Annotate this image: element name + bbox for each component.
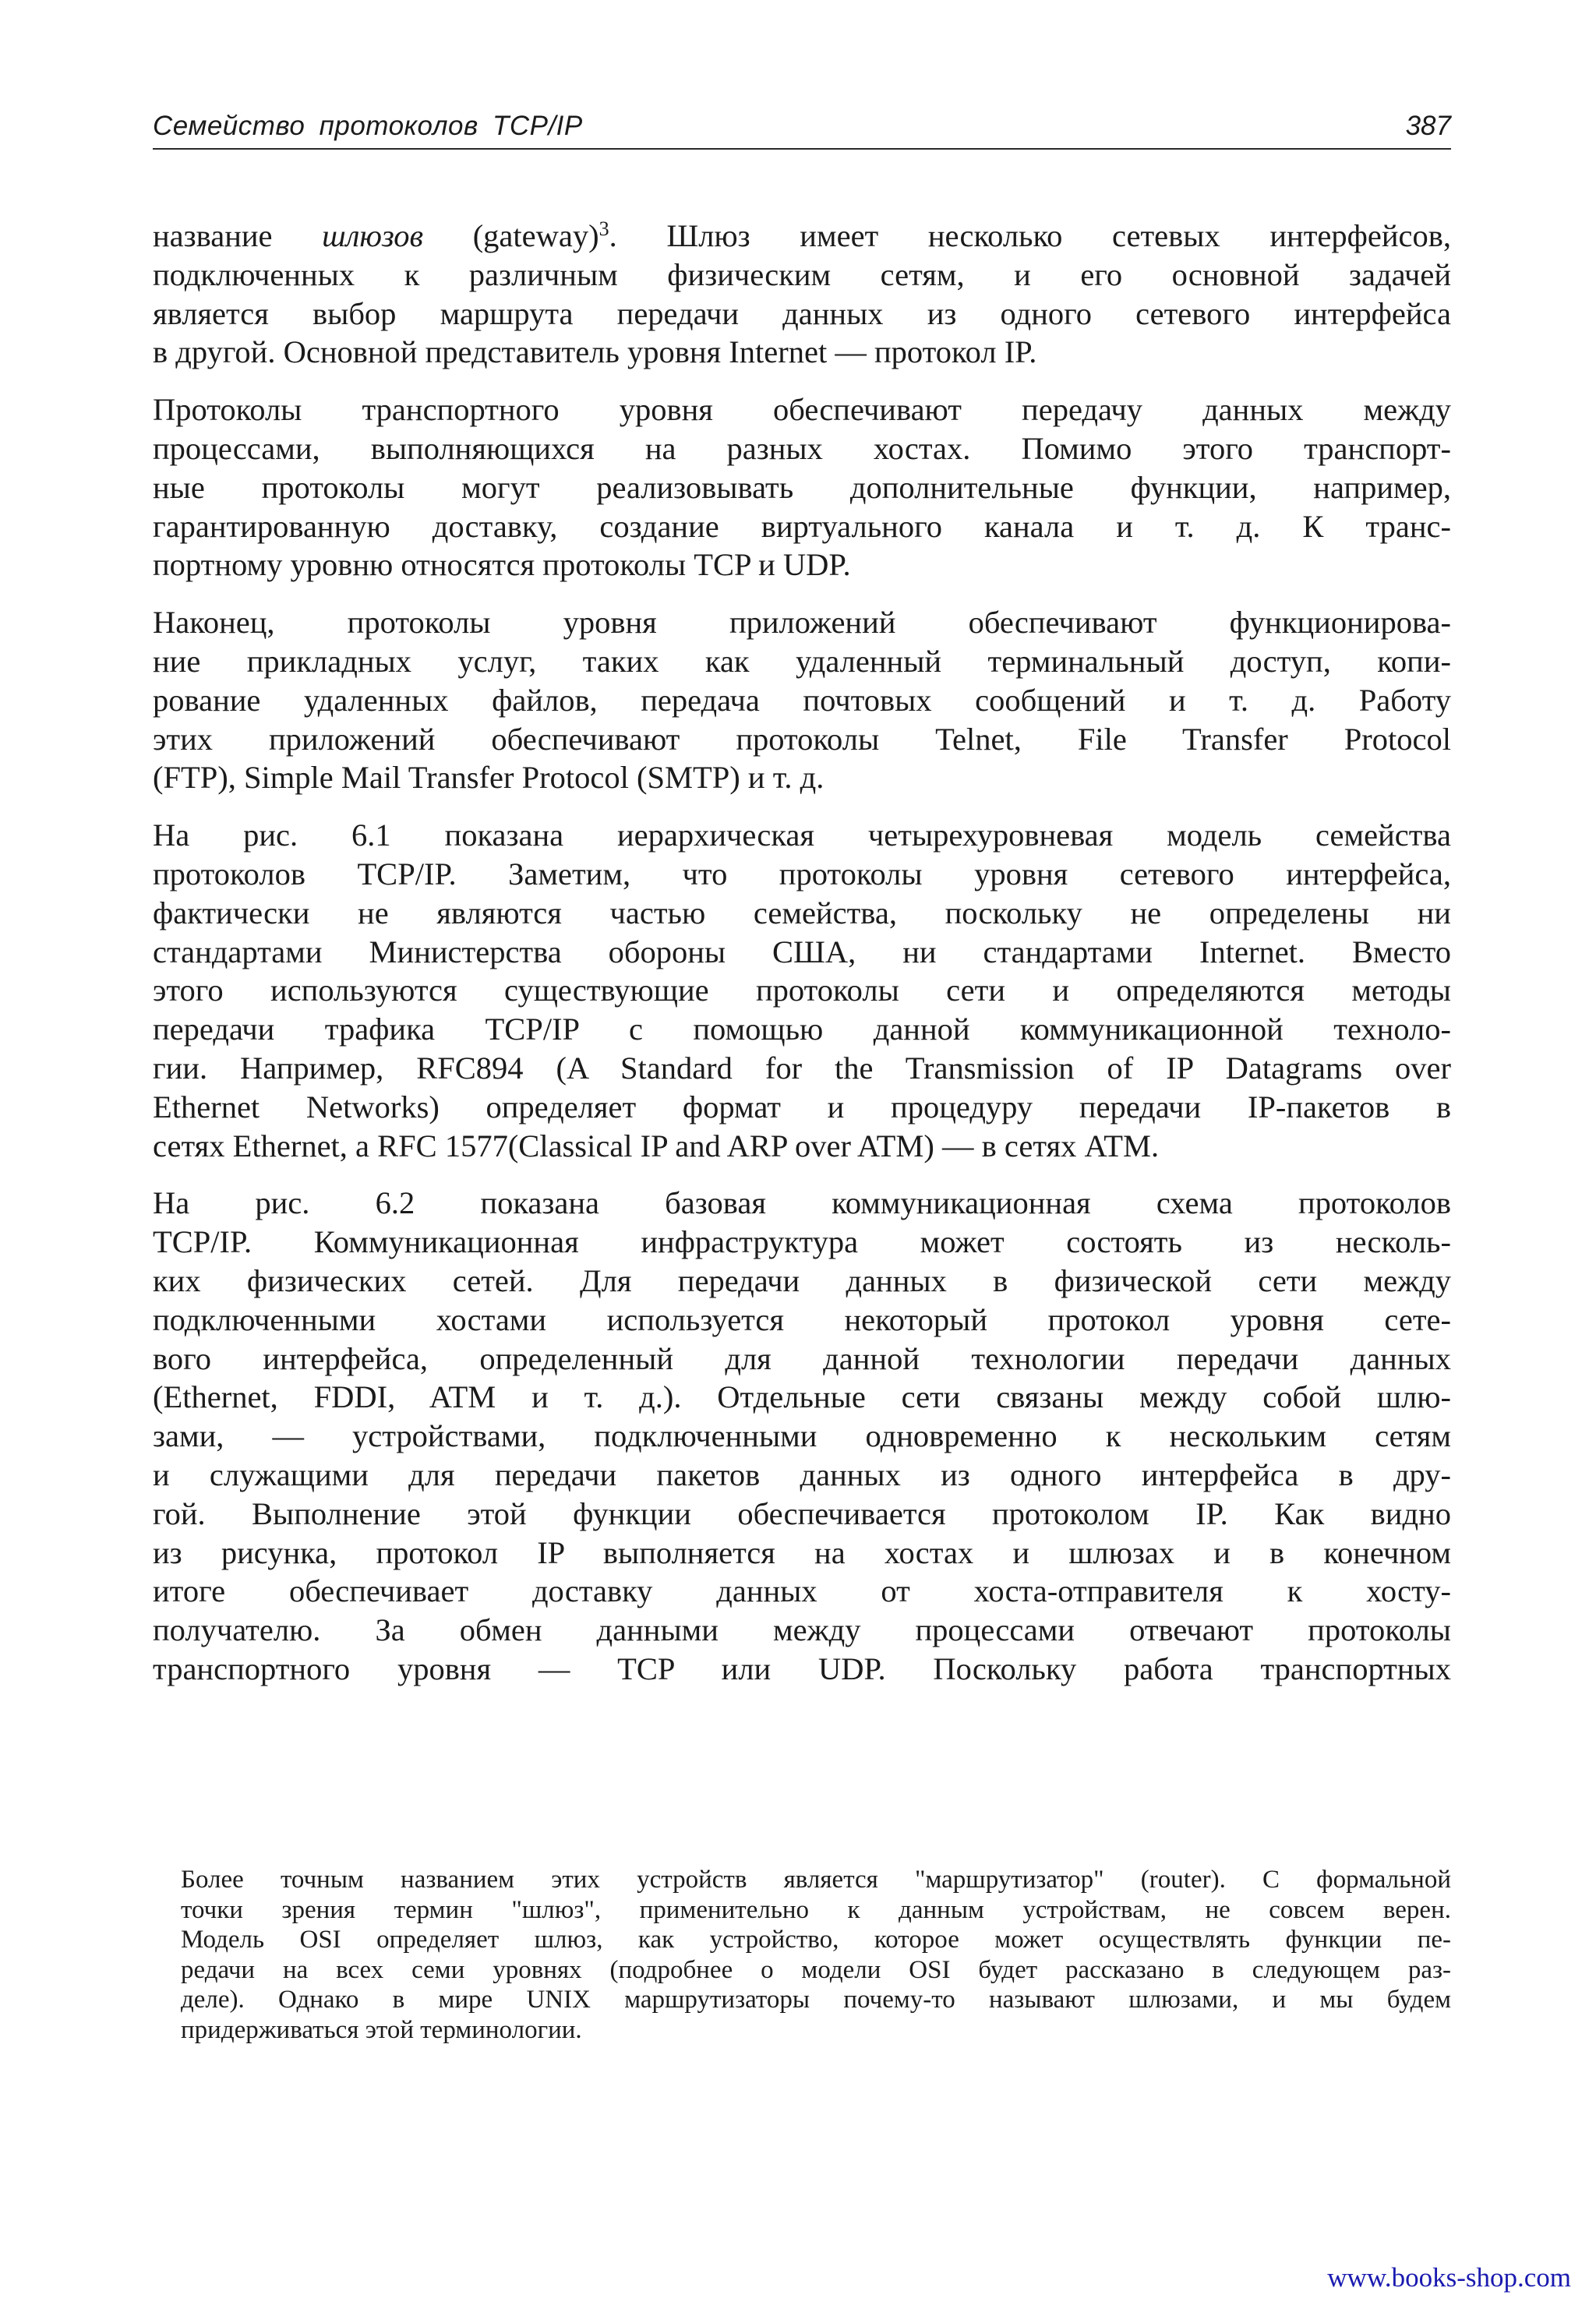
text-line: зами, — устройствами, подключенными одновременно к нескольким сетям — [153, 1418, 1451, 1454]
main-text — [153, 217, 1451, 1707]
text-line: сетях Ethernet, а RFC 1577(Classical IP and ARP over ATM) — в сетях ATM. — [153, 1128, 1160, 1163]
text-line: итоге обеспечивает доставку данных от хоста-отправителя к хосту- — [153, 1573, 1451, 1609]
running-header — [153, 108, 1451, 150]
text-line: гии. Например, RFC894 (A Standard for the Transmission of IP Datagrams over — [153, 1050, 1451, 1086]
text-line: Наконец, протоколы уровня приложений обеспечивают функционирова- — [153, 605, 1451, 641]
text-line: ние прикладных услуг, таких как удаленный терминальный доступ, копи- — [153, 643, 1451, 679]
text-line: протоколов TCP/IP. Заметим, что протоколы уровня сетевого интерфейса, — [153, 856, 1451, 891]
text-line: из рисунка, протокол IP выполняется на хостах и шлюзах и в конечном — [153, 1534, 1451, 1570]
text-line: этих приложений обеспечивают протоколы Telnet, File Transfer Protocol — [153, 721, 1451, 757]
chapter-title: Семейство протоколов TCP/IP — [153, 111, 583, 141]
text-line: этого используются существующие протоколы сети и определяются методы — [153, 973, 1451, 1008]
text-line: подключенными хостами используется некоторый протокол уровня сете- — [153, 1301, 1451, 1337]
paragraph — [153, 816, 1451, 1165]
text-line: получателю. За обмен данными между процессами отвечают протоколы — [153, 1612, 1451, 1648]
text-line: На рис. 6.1 показана иерархическая четырехуровневая модель семейства — [153, 817, 1451, 853]
footnote-line: придерживаться этой терминологии. — [181, 2015, 582, 2044]
text-line: Ethernet Networks) определяет формат и процедуру передачи IP-пакетов в — [153, 1089, 1451, 1125]
text-line: гой. Выполнение этой функции обеспечивается протоколом IP. Как видно — [153, 1495, 1451, 1531]
text-line: стандартами Министерства обороны США, ни стандартами Internet. Вместо — [153, 934, 1451, 969]
footnote-line: точки зрения термин "шлюз", применительно к данным устройствам, не совсем верен. — [181, 1895, 1451, 1924]
text-line: На рис. 6.2 показана базовая коммуникационная схема протоколов — [153, 1185, 1451, 1221]
text-line: является выбор маршрута передачи данных из одного сетевого интерфейса — [153, 295, 1451, 331]
text-line: Протоколы транспортного уровня обеспечивают передачу данных между — [153, 392, 1451, 428]
text-line: процессами, выполняющихся на разных хостах. Помимо этого транспорт- — [153, 430, 1451, 466]
emphasis-term: шлюзов — [322, 218, 424, 253]
text-line: TCP/IP. Коммуникационная инфраструктура может состоять из несколь- — [153, 1224, 1451, 1260]
text-line: ные протоколы могут реализовывать дополнительные функции, например, — [153, 469, 1451, 505]
text-line: передачи трафика TCP/IP с помощью данной коммуникационной техноло- — [153, 1012, 1451, 1047]
footnote-line: Более точным названием этих устройств является "маршрутизатор" (router). С формальной — [181, 1866, 1451, 1894]
text-line: (Ethernet, FDDI, ATM и т. д.). Отдельные сети связаны между собой шлю- — [153, 1379, 1451, 1415]
text-line: портному уровню относятся протоколы TCP и UDP. — [153, 547, 851, 583]
paragraph — [153, 390, 1451, 584]
text-line: гарантированную доставку, создание виртуального канала и т. д. К транс- — [153, 508, 1451, 544]
paragraph — [153, 217, 1451, 372]
text-line: (FTP), Simple Mail Transfer Protocol (SMTP) и т. д. — [153, 760, 824, 796]
text-line: название шлюзов (gateway)$^3$. Шлюз имеет несколько сетевых интерфейсов, — [153, 217, 1451, 253]
page-number: 387 — [1405, 111, 1451, 141]
text-line: подключенных к различным физическим сетям, и его основной задачей — [153, 256, 1451, 292]
footnote-line: деле). Однако в мире UNIX маршрутизаторы почему-то называют шлюзами, и мы будем — [181, 1986, 1451, 2014]
footnote-marker: 3 — [598, 217, 609, 240]
footnote-line: редачи на всех семи уровнях (подробнее о модели OSI будет рассказано в следующем раз- — [181, 1955, 1451, 1984]
paragraph — [153, 1184, 1451, 1688]
text-line: транспортного уровня — TCP или UDP. Поскольку работа транспортных — [153, 1651, 1451, 1686]
text-line: фактически не являются частью семейства, поскольку не определены ни — [153, 895, 1451, 930]
text-line: ких физических сетей. Для передачи данных в физической сети между — [153, 1262, 1451, 1298]
paragraph — [153, 603, 1451, 797]
text-line: в другой. Основной представитель уровня Internet — протокол IP. — [153, 334, 1037, 370]
website-link[interactable]: www.books-shop.com — [1327, 2262, 1571, 2293]
footnote — [181, 1865, 1451, 2046]
text-line: рование удаленных файлов, передача почтовых сообщений и т. д. Работу — [153, 682, 1451, 718]
text-line: и служащими для передачи пакетов данных из одного интерфейса в дру- — [153, 1456, 1451, 1492]
text-line: вого интерфейса, определенный для данной технологии передачи данных — [153, 1340, 1451, 1376]
footnote-line: Модель OSI определяет шлюз, как устройство, которое может осуществлять функции пе- — [181, 1926, 1451, 1954]
